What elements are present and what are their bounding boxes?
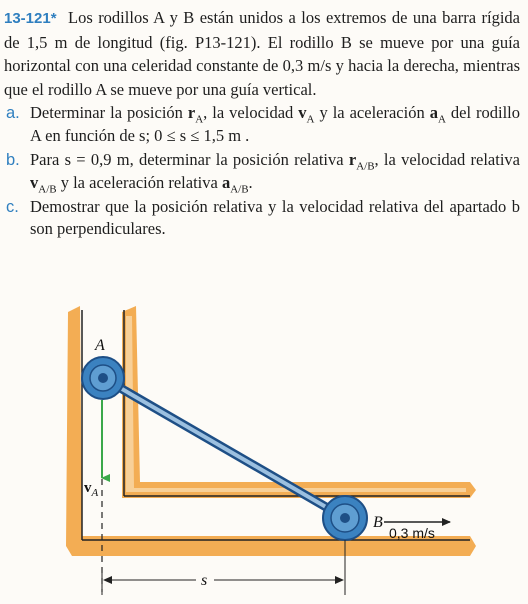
item-letter: c. (6, 197, 19, 216)
roller-a (82, 357, 124, 399)
statement-text: Los rodillos A y B están unidos a los extremos de una barra rígida de 1,5 m de longitud (fig. P13-121). El rodillo B se mueve por una guía horizontal con una celeridad constante de 0,3 m/s y hacia la derecha, mientras que el rodillo A se mueve por una guía vertical. (4, 8, 521, 99)
item-letter: a. (6, 104, 20, 123)
label-va: $v_A$ (84, 480, 99, 499)
item-a: a. Determinar la posición $r_A$, la velocidad $v_A$ y la aceleración $a_A$ del rodillo A en función de s; 0 ≤ s ≤ 1,5 m . (6, 103, 521, 146)
roller-b (323, 496, 367, 540)
item-b: b. Para s = 0,9 m, determinar la posición relativa $r_{A/B}$, la velocidad relativa $v_{A/B}$ y la aceleración relativa $a_{A/B}$. (6, 149, 520, 196)
problem-number: 13-121* (4, 10, 57, 27)
item-list (4, 102, 520, 241)
mechanism-diagram (0, 290, 528, 599)
label-a: A (95, 337, 105, 354)
guide-wall-shade (126, 316, 466, 492)
problem-text (4, 6, 520, 241)
label-s: s (201, 572, 208, 589)
label-speed: 0,3 m/s (389, 525, 435, 541)
guide-wall-right (122, 306, 476, 498)
label-b: B (373, 514, 383, 531)
problem-statement (4, 6, 520, 101)
item-letter: b. (6, 150, 20, 169)
figure-p13-121 (0, 290, 528, 599)
item-c: c. Demostrar que la posición relativa y la velocidad relativa del apartado b son perpendiculares. (6, 196, 520, 239)
